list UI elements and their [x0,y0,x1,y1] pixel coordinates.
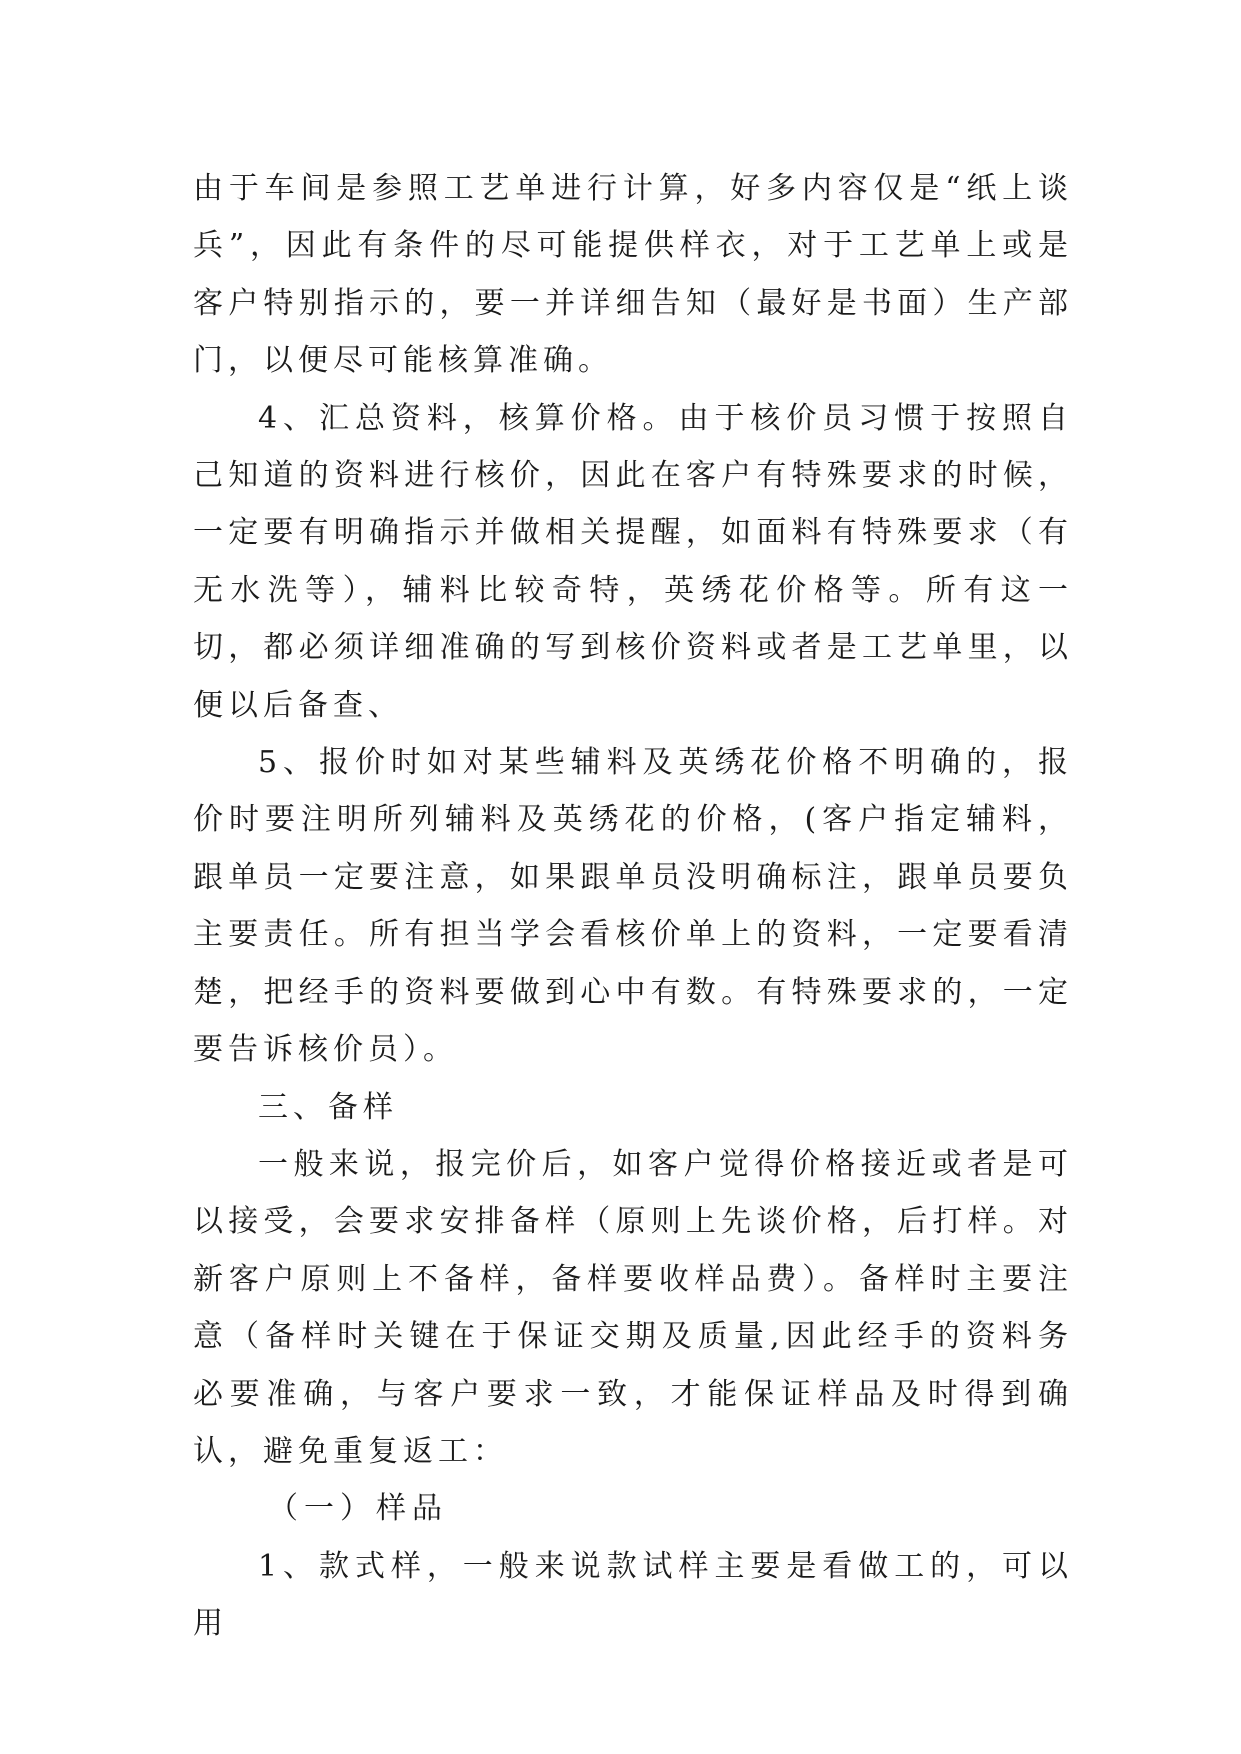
subsection-heading-samples: （一）样品 [268,1491,448,1527]
paragraph-sample-intro: 一般来说，报完价后，如客户觉得价格接近或者是可以接受，会要求安排备样（原则上先谈价格，后打样。对新客户原则上不备样，备样要收样品费）。备样时主要注意（备样时关键在于保证交期及质量,因此经手的资料务必要准确，与客户要求一致，才能保证样品及时得到确认，避免重复返工： [193,1146,1073,1469]
paragraph-item-4: 4、汇总资料，核算价格。由于核价员习惯于按照自己知道的资料进行核价，因此在客户有特殊要求的时候，一定要有明确指示并做相关提醒，如面料有特殊要求（有无水洗等），辅料比较奇特，英绣花价格等。所有这一切，都必须详细准确的写到核价资料或者是工艺单里，以便以后备查、 [193,400,1073,723]
section-heading-beiyang: 三、备样 [258,1089,398,1125]
document-body [193,160,1073,1653]
paragraph-continued: 由于车间是参照工艺单进行计算，好多内容仅是“纸上谈兵”，因此有条件的尽可能提供样衣，对于工艺单上或是客户特别指示的，要一并详细告知（最好是书面）生产部门，以便尽可能核算准确。 [193,171,1073,379]
paragraph-item-5: 5、报价时如对某些辅料及英绣花价格不明确的，报价时要注明所列辅料及英绣花的价格，(客户指定辅料，跟单员一定要注意，如果跟单员没明确标注，跟单员要负主要责任。所有担当学会看核价单上的资料，一定要看清楚，把经手的资料要做到心中有数。有特殊要求的，一定要告诉核价员）。 [193,745,1073,1068]
paragraph-item-1: 1、款式样，一般来说款试样主要是看做工的，可以用 [193,1548,1073,1642]
